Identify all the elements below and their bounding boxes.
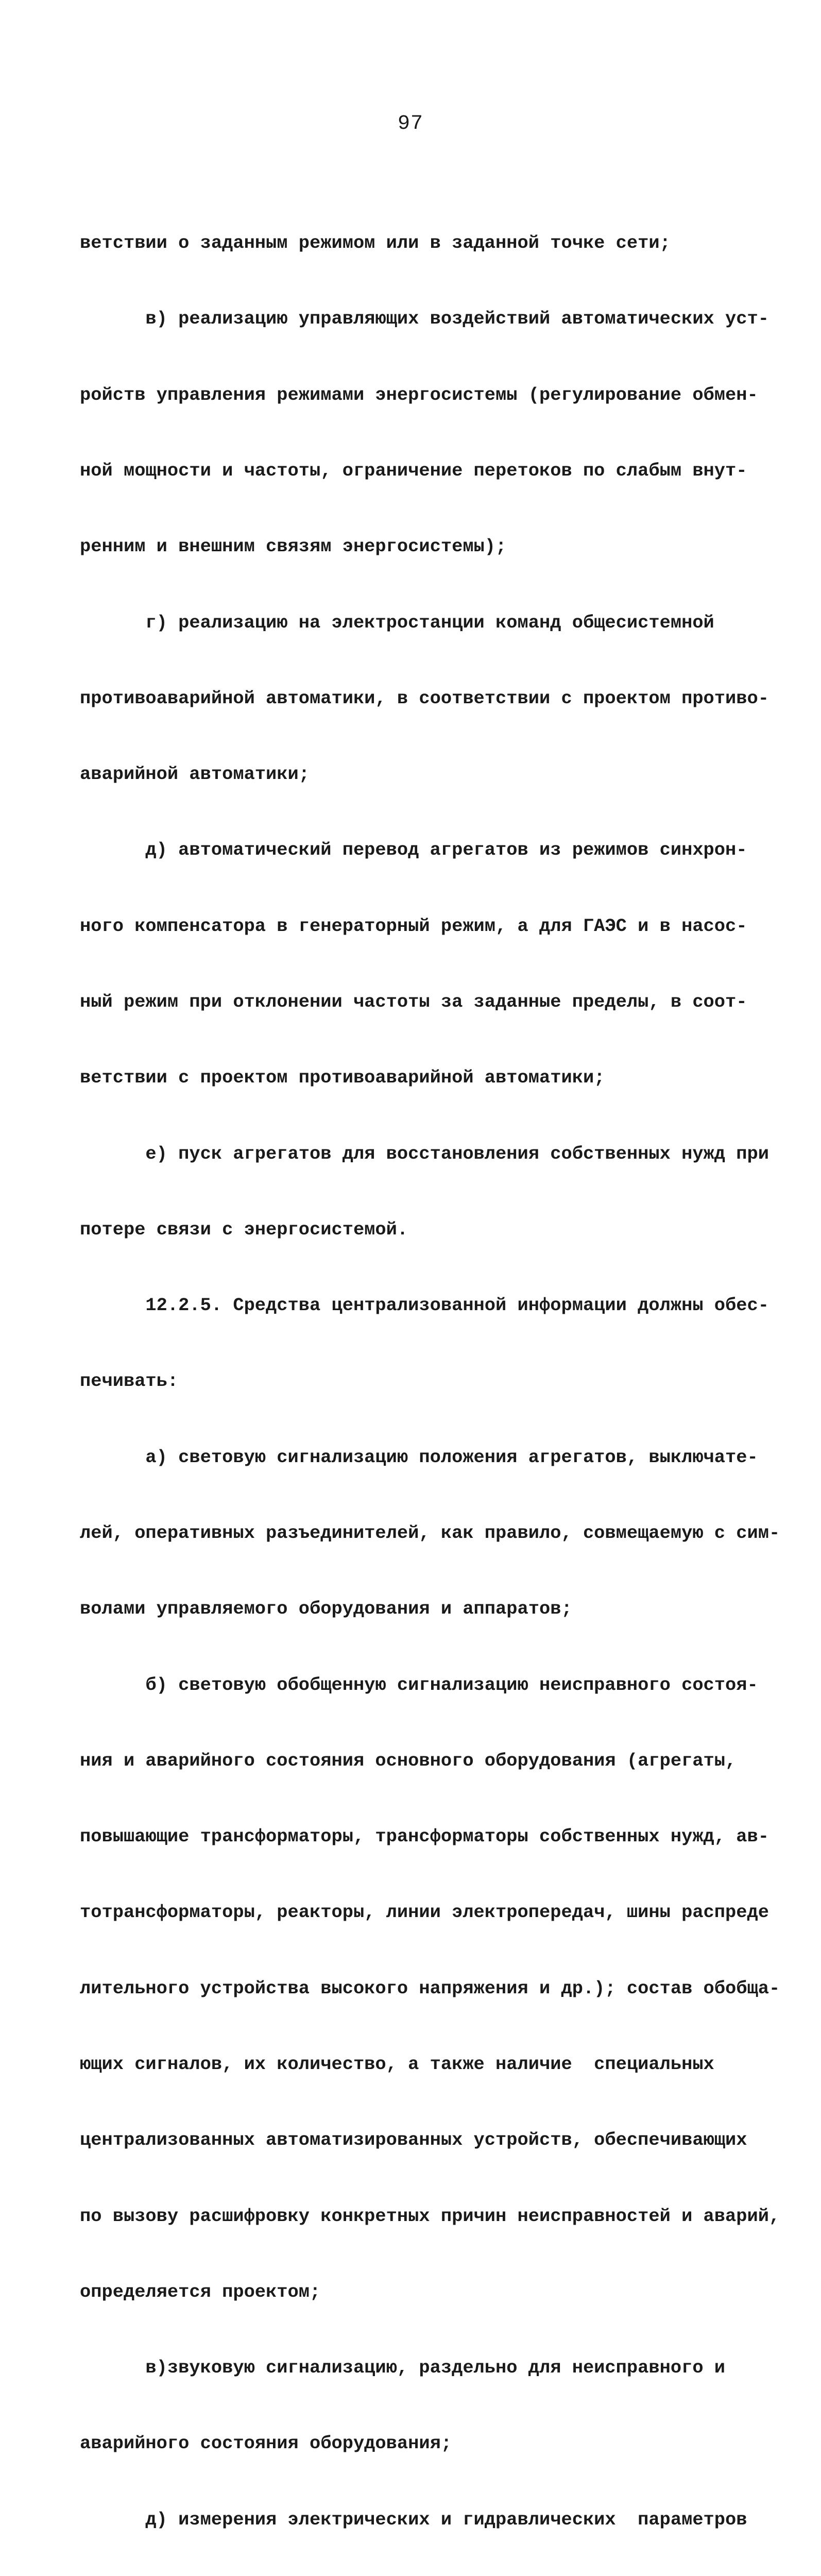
text-line: печивать:: [80, 1371, 179, 1392]
text-line: ветствии о заданным режимом или в заданной точке сети;: [80, 233, 671, 254]
text-line: ный режим при отклонении частоты за заданные пределы, в соот-: [80, 992, 747, 1012]
text-line: ной мощности и частоты, ограничение перетоков по слабым внут-: [80, 461, 747, 482]
page-number: 97: [397, 112, 423, 135]
text-line: д) измерения электрических и гидравлических параметров: [80, 2509, 747, 2530]
text-line: по вызову расшифровку конкретных причин неисправностей и аварий,: [80, 2206, 780, 2227]
text-line: д) автоматический перевод агрегатов из режимов синхрон-: [80, 840, 747, 861]
text-line: ветствии с проектом противоаварийной автоматики;: [80, 1067, 605, 1089]
text-line: аварийного состояния оборудования;: [80, 2433, 452, 2454]
text-line: потере связи с энергосистемой.: [80, 1219, 408, 1240]
text-line: г) реализацию на электростанции команд общесистемной: [80, 612, 714, 633]
text-line: ного компенсатора в генераторный режим, а для ГАЭС и в насос-: [80, 916, 747, 937]
text-line: противоаварийной автоматики, в соответствии с проектом противо-: [80, 688, 769, 709]
text-line: аварийной автоматики;: [80, 764, 310, 785]
text-line: ющих сигналов, их количество, а также наличие специальных: [80, 2054, 714, 2075]
text-line: тотрансформаторы, реакторы, линии электропередач, шины распреде: [80, 1902, 769, 1923]
text-line: централизованных автоматизированных устройств, обеспечивающих: [80, 2130, 747, 2151]
text-line: в) реализацию управляющих воздействий автоматических уст-: [80, 309, 769, 330]
text-line: повышающие трансформаторы, трансформаторы собственных нужд, ав-: [80, 1826, 769, 1848]
text-line: 12.2.5. Средства централизованной информации должны обес-: [80, 1295, 769, 1316]
document-body: [80, 180, 780, 2576]
text-line: в)звуковую сигнализацию, раздельно для неисправного и: [80, 2358, 726, 2379]
text-line: б) световую обобщенную сигнализацию неисправного состоя-: [80, 1674, 758, 1696]
text-line: волами управляемого оборудования и аппаратов;: [80, 1599, 572, 1620]
text-line: ренним и внешним связям энергосистемы);: [80, 536, 507, 557]
text-line: лей, оперативных разъединителей, как правило, совмещаемую с сим-: [80, 1522, 780, 1544]
text-line: определяется проектом;: [80, 2281, 321, 2302]
text-line: а) световую сигнализацию положения агрегатов, выключате-: [80, 1447, 758, 1468]
text-line: лительного устройства высокого напряжения и др.); состав обобща-: [80, 1978, 780, 1999]
text-line: ния и аварийного состояния основного оборудования (агрегаты,: [80, 1750, 737, 1771]
text-line: ройств управления режимами энергосистемы (регулирование обмен-: [80, 384, 758, 405]
text-line: е) пуск агрегатов для восстановления собственных нужд при: [80, 1143, 769, 1164]
